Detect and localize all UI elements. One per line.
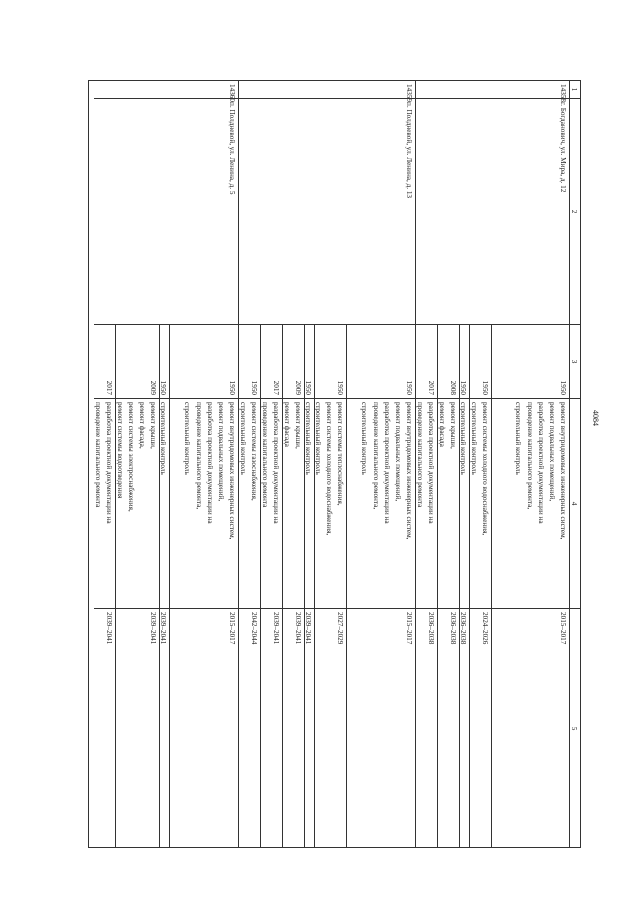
address-group: [94, 80, 239, 848]
table-header-row: [570, 80, 581, 848]
year-cell: 1950: [170, 324, 239, 398]
work-cell: разработка проектной документации на проведение капитального ремонта: [416, 398, 438, 608]
work-cell: ремонт крыши, ремонт фасада: [283, 398, 305, 608]
year-cell: 2017: [416, 324, 438, 398]
year-cell: 1950: [305, 324, 315, 398]
header-cell: 2: [570, 98, 581, 324]
period-cell: 2039–2041: [261, 608, 283, 848]
period-cell: 2039–2041: [94, 608, 116, 848]
period-cell: 2039–2041: [283, 608, 305, 848]
address-cell: п. Полдневой, ул. Ленина, д. 13: [239, 98, 416, 324]
work-cell: ремонт системы теплоснабжения, ремонт системы холодного водоснабжения, строительный контроль: [315, 398, 347, 608]
period-cell: 2039–2041: [305, 608, 315, 848]
address-cell: п. Полдневой, ул. Ленина, д. 5: [94, 98, 239, 324]
period-cell: 2015–2017: [347, 608, 416, 848]
period-cell: 2024–2026: [470, 608, 492, 848]
header-cell: 1: [570, 80, 581, 98]
page-number: 4084: [591, 410, 600, 426]
work-cell: строительный контроль: [460, 398, 470, 608]
period-cell: 2042–2044: [239, 608, 261, 848]
year-cell: 2009: [283, 324, 305, 398]
year-cell: 1950: [239, 324, 261, 398]
period-cell: 2036–2038: [438, 608, 460, 848]
year-cell: 1950: [460, 324, 470, 398]
header-cell: 4: [570, 398, 581, 608]
year-cell: 1950: [315, 324, 347, 398]
year-cell: 2017: [261, 324, 283, 398]
row-number: 14358.: [416, 80, 570, 98]
row-number: 14359.: [239, 80, 416, 98]
work-cell: ремонт внутридомовых инженерных систем, ремонт подвальных помещений, разработка проектной документации на проведение капитального ремонта, строительный контроль: [170, 398, 239, 608]
year-cell: 1950: [492, 324, 570, 398]
period-cell: 2039–2041: [116, 608, 160, 848]
address-group: [416, 80, 570, 848]
period-cell: 2039–2041: [160, 608, 170, 848]
year-cell: 1950: [470, 324, 492, 398]
header-cell: 3: [570, 324, 581, 398]
period-cell: 2027–2029: [315, 608, 347, 848]
work-cell: ремонт внутридомовых инженерных систем, ремонт подвальных помещений, разработка проектной документации на проведение капитального ремонта, строительный контроль: [492, 398, 570, 608]
year-cell: 2009: [116, 324, 160, 398]
work-cell: ремонт крыши, ремонт фасада, ремонт системы электроснабжения, ремонт системы водоотведения: [116, 398, 160, 608]
row-number: 14360.: [94, 80, 239, 98]
address-cell: г. Богданович, ул. Мира, д. 12: [416, 98, 570, 324]
year-cell: 2017: [94, 324, 116, 398]
header-cell: 5: [570, 608, 581, 848]
work-cell: строительный контроль: [305, 398, 315, 608]
work-cell: строительный контроль: [160, 398, 170, 608]
work-cell: ремонт системы газоснабжения, строительный контроль: [239, 398, 261, 608]
work-cell: разработка проектной документации на проведение капитального ремонта: [94, 398, 116, 608]
period-cell: 2036–2038: [416, 608, 438, 848]
work-cell: разработка проектной документации на проведение капитального ремонта: [261, 398, 283, 608]
work-cell: ремонт крыши, ремонт фасада: [438, 398, 460, 608]
period-cell: 2015–2017: [170, 608, 239, 848]
year-cell: 2008: [438, 324, 460, 398]
rotated-table-page: [88, 80, 600, 848]
period-cell: 2015–2017: [492, 608, 570, 848]
year-cell: 1950: [347, 324, 416, 398]
work-cell: ремонт внутридомовых инженерных систем, ремонт подвальных помещений, разработка проектной документации на проведение капитального ремонта, строительный контроль: [347, 398, 416, 608]
work-cell: ремонт системы холодного водоснабжения, строительный контроль: [470, 398, 492, 608]
address-group: [239, 80, 416, 848]
year-cell: 1950: [160, 324, 170, 398]
period-cell: 2036–2038: [460, 608, 470, 848]
